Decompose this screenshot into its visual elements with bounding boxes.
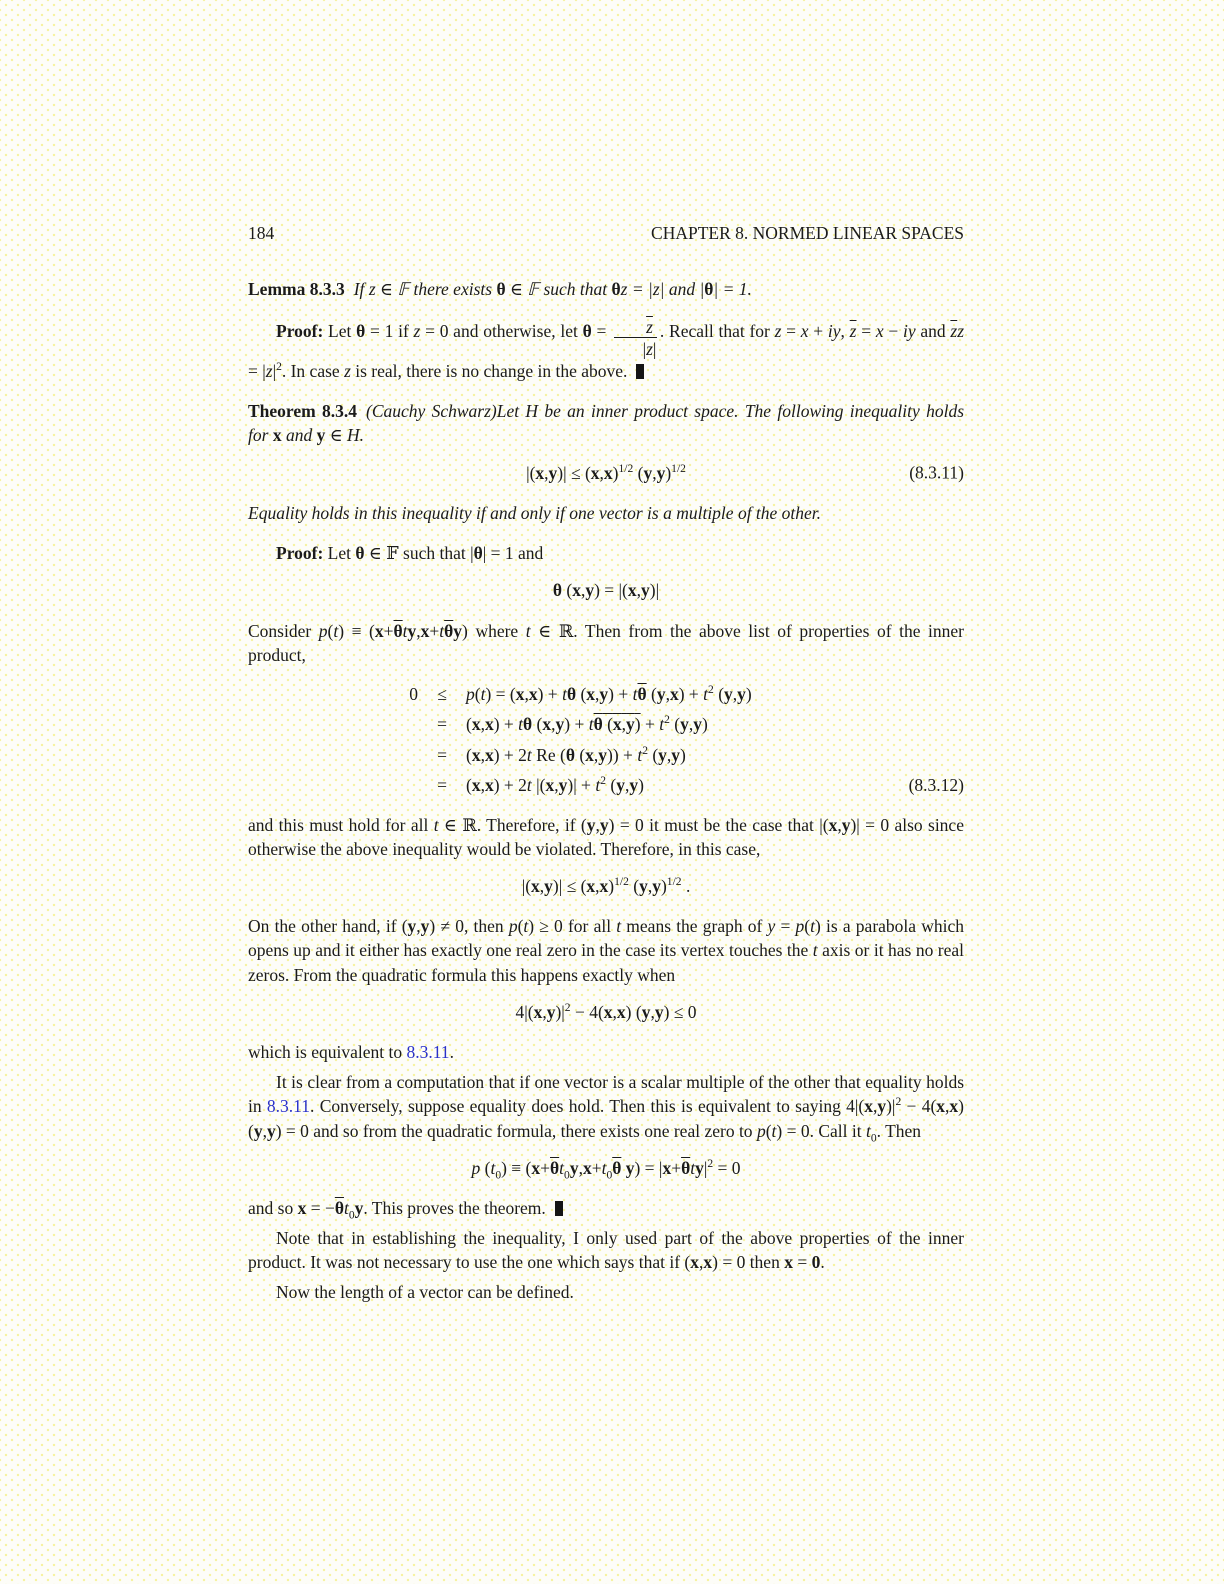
must-hold-paragraph — [248, 813, 964, 861]
qed-box — [636, 364, 644, 379]
lemma-proof — [248, 317, 964, 383]
equation-body: $|(x,y)| \le (x,x)^{1/2}$ $(y,y)^{1/2}$ — [526, 462, 686, 483]
lemma-8-3-3 — [248, 277, 964, 301]
equation-theta — [248, 578, 964, 603]
note-text: Note that in establishing the inequality, I only used part of the above properties of the inner product. It was not necessary to use the one which says that if (x,x) = 0 then x = 0. — [248, 1228, 964, 1273]
other-hand-paragraph — [248, 914, 964, 986]
lemma-label: Lemma 8.3.3 — [248, 278, 345, 299]
equation-body: p $(t_0) \equiv (x+\overline{\theta}t_0y,x+t_0\overline{\theta}$ $y) = |x+\overline{\theta}ty|^2 = 0$ — [471, 1157, 741, 1182]
equality-note — [248, 501, 964, 525]
cross-reference-link[interactable]: 8.3.11 — [406, 1042, 450, 1063]
now-length-paragraph — [248, 1280, 964, 1304]
must-hold-text: and this must hold for all t ∈ ℝ. Therefore, if (y,y) = 0 it must be the case that |(x,y)| = 0 also since otherwise the above inequality would be violated. Therefore, in this case, — [248, 814, 964, 859]
equation-row: 0 ≤ p(t) = (x,x) + tθ $(x,y) + t\overline{\theta}$ $(y,x) + t^2$ (y,y) — [409, 683, 752, 704]
and-so-text: and so $x = -\overline{\theta}t_0y$. This proves the theorem. — [248, 1198, 563, 1218]
page-header — [248, 222, 964, 245]
page-number: 184 — [248, 223, 275, 243]
equation-row: = (x,x) + 2t $|(x,y)| + t^2$ (y,y) (8.3.12) — [398, 770, 964, 800]
which-equivalent-paragraph — [248, 1040, 964, 1064]
equation-row: = (x,x) + 2t Re (θ $(x,y)) + t^2$ (y,y) — [437, 744, 686, 765]
consider-paragraph — [248, 619, 964, 667]
note-paragraph — [248, 1226, 964, 1274]
theorem-proof-intro-text: Proof: Let θ ∈ 𝔽 such that |θ| = 1 and — [276, 543, 544, 564]
equation-body: $4|(x,y)|^2 - 4(x,x) (y,y) \le 0$ — [515, 1001, 697, 1022]
theorem-proof-intro — [248, 541, 964, 565]
and-so-paragraph — [248, 1196, 964, 1220]
equation-cs-repeat — [248, 874, 964, 899]
equation-p-t0 — [248, 1156, 964, 1181]
chapter-title: CHAPTER 8. NORMED LINEAR SPACES — [651, 223, 964, 243]
equality-note-text: Equality holds in this inequality if and only if one vector is a multiple of the other. — [248, 502, 822, 523]
now-length-text: Now the length of a vector can be defined. — [276, 1282, 574, 1303]
consider-text: Consider $p(t) \equiv (x+\overline{\theta}ty,x+t\overline{\theta}y)$ where t ∈ ℝ. Then from the above list of properties of the inner product, — [248, 620, 965, 665]
clear-computation-text: It is clear from a computation that if one vector is a scalar multiple of the other that equality holds in 8.3.11. Conversely, suppose equality does hold. Then this is equivalent to saying $4|(x,y)|^2 - 4(x,x) (y,y) = 0$ and so from the quadratic formula, there exists one real zero to p(t) = 0. Call it $t_0$. Then — [248, 1072, 964, 1144]
page-content — [248, 222, 964, 1319]
cross-reference-link[interactable]: 8.3.11 — [266, 1096, 311, 1117]
equation-body: $|(x,y)| \le (x,x)^{1/2}$ $(y,y)^{1/2}$ . — [521, 875, 691, 896]
equation-number-8-3-11: (8.3.11) — [909, 462, 964, 483]
equation-quadratic — [248, 1000, 964, 1025]
equation-cauchy-schwarz — [248, 461, 964, 486]
equation-array — [248, 679, 964, 801]
which-equivalent-text: which is equivalent to 8.3.11. — [248, 1042, 454, 1063]
theorem-label: Theorem 8.3.4 — [248, 401, 358, 422]
fraction: $\frac{\overline{z}}{|z|}$ — [614, 317, 657, 359]
qed-box — [555, 1201, 563, 1216]
lemma-proof-text: Proof: Let θ = 1 if z = 0 and otherwise, let θ = $\frac{\overline{z}}{|z|}$ . Recall that for z = x + iy, $\overline{z} = x$ − iy and $\overline{z}z = |z|^2$. In case z is real, there is no change in the above. — [248, 316, 965, 382]
clear-computation-paragraph — [248, 1070, 964, 1142]
equation-number-8-3-12: (8.3.12) — [908, 775, 964, 796]
theorem-8-3-4 — [248, 399, 964, 447]
theorem-statement: (Cauchy Schwarz)Let H be an inner product space. The following inequality holds for x and y ∈ H. — [248, 401, 965, 446]
equation-row: = (x,x) + tθ (x,y) + tθ $(x,y) + t^2$ (y,y) — [437, 714, 708, 735]
equation-body: θ (x,y) = |(x,y)| — [552, 580, 660, 601]
lemma-statement: If z ∈ 𝔽 there exists θ ∈ 𝔽 such that θz = |z| and |θ| = 1. — [353, 278, 752, 299]
other-hand-text: On the other hand, if (y,y) ≠ 0, then p(t) ≥ 0 for all t means the graph of y = p(t) is a parabola which opens up and it either has exactly one real zero in the case its vertex touches the t axis or it has no real zeros. From the quadratic formula this happens exactly when — [248, 916, 965, 985]
